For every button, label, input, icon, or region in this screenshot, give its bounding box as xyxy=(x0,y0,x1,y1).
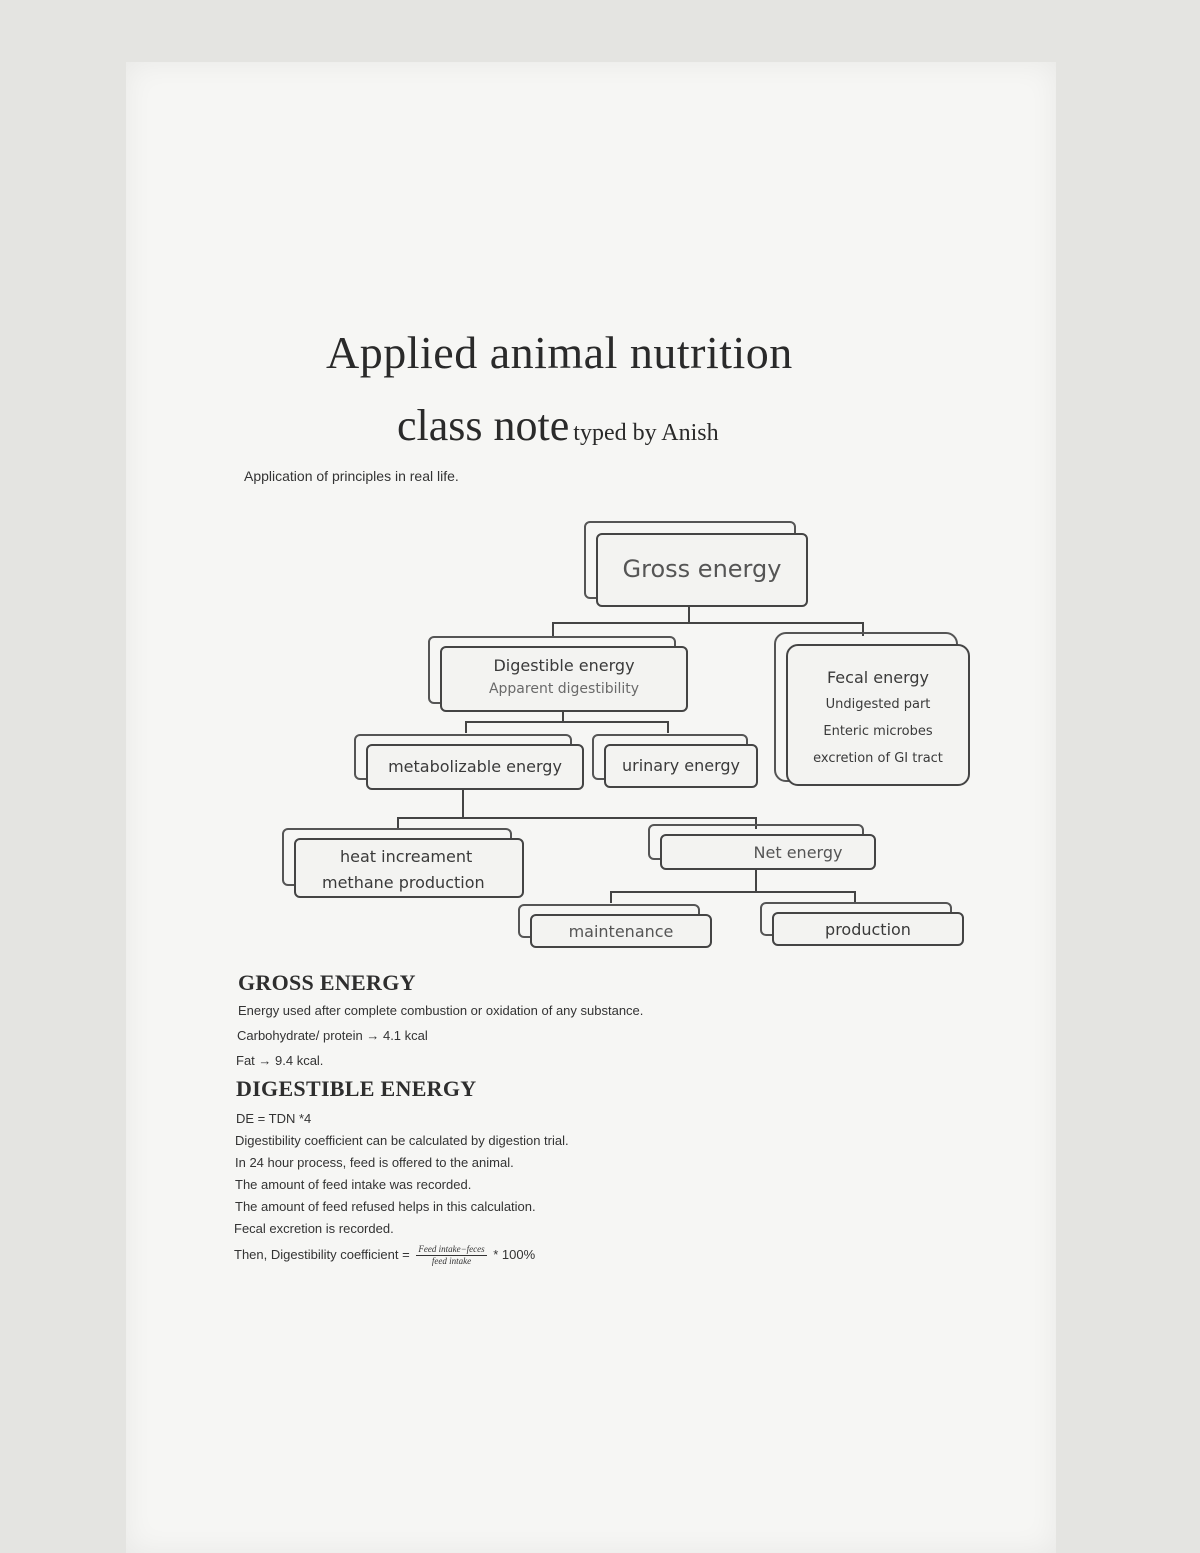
digestible-energy-line: The amount of feed intake was recorded. xyxy=(235,1177,472,1192)
gross-energy-line: Carbohydrate/ protein → 4.1 kcal xyxy=(237,1028,428,1043)
formula-numerator: Feed intake−feces xyxy=(418,1244,485,1254)
connector-line xyxy=(610,891,612,903)
formula-fraction xyxy=(416,1244,486,1267)
connector-line xyxy=(465,721,669,723)
gross-energy-box xyxy=(596,533,808,607)
formula-denominator: feed intake xyxy=(431,1256,472,1266)
net-energy-box xyxy=(660,834,876,870)
connector-line xyxy=(397,817,757,819)
gross-energy-line: Energy used after complete combustion or oxidation of any substance. xyxy=(238,1003,644,1018)
net-energy-label: Net energy xyxy=(753,843,843,862)
digestible-energy-heading: DIGESTIBLE ENERGY xyxy=(236,1076,477,1101)
connector-line xyxy=(755,870,757,892)
digestible-energy-label: Digestible energy xyxy=(493,656,635,675)
apparent-digestibility-label: Apparent digestibility xyxy=(488,681,640,697)
production-box xyxy=(772,912,964,946)
formula-suffix: * 100% xyxy=(493,1246,536,1262)
page-title: Applied animal nutrition xyxy=(326,327,793,378)
connector-line xyxy=(688,605,690,623)
digestible-energy-line: DE = TDN *4 xyxy=(236,1111,312,1126)
undigested-part-label: Undigested part xyxy=(825,697,931,712)
page-subtitle xyxy=(397,400,719,451)
metabolizable-energy-label: metabolizable energy xyxy=(388,757,562,776)
methane-production-label: methane production xyxy=(322,873,485,892)
enteric-microbes-label: Enteric microbes xyxy=(823,724,933,739)
formula-prefix: Then, Digestibility coefficient = xyxy=(234,1246,410,1262)
gross-energy-heading: GROSS ENERGY xyxy=(238,970,416,995)
connector-line xyxy=(462,790,464,818)
maintenance-label: maintenance xyxy=(568,922,674,941)
fecal-energy-label: Fecal energy xyxy=(826,668,930,687)
production-label: production xyxy=(825,920,911,939)
intro-text: Application of principles in real life. xyxy=(244,468,459,484)
digestible-energy-line: In 24 hour process, feed is offered to the animal. xyxy=(235,1155,514,1170)
connector-line xyxy=(610,891,856,893)
heat-increment-label: heat increament xyxy=(340,847,473,866)
digestible-energy-line: The amount of feed refused helps in this calculation. xyxy=(235,1199,536,1214)
maintenance-box xyxy=(530,914,712,948)
metabolizable-energy-box xyxy=(366,744,584,790)
digestibility-formula xyxy=(234,1244,535,1267)
connector-line xyxy=(552,622,864,624)
digestible-energy-line: Digestibility coefficient can be calculated by digestion trial. xyxy=(235,1133,569,1148)
gross-energy-label: Gross energy xyxy=(622,555,782,583)
fecal-energy-box xyxy=(786,644,970,786)
gross-energy-line: Fat → 9.4 kcal. xyxy=(236,1053,324,1068)
subtitle-main: class note xyxy=(397,401,570,450)
connector-line xyxy=(667,721,669,733)
connector-line xyxy=(465,721,467,733)
urinary-energy-label: urinary energy xyxy=(622,756,740,775)
digestible-energy-box xyxy=(440,646,688,712)
subtitle-byline: typed by Anish xyxy=(573,420,719,446)
document-page xyxy=(126,62,1056,1553)
heat-increment-box xyxy=(294,838,524,898)
gi-tract-excretion-label: excretion of GI tract xyxy=(813,751,943,766)
urinary-energy-box xyxy=(604,744,758,788)
digestible-energy-line: Fecal excretion is recorded. xyxy=(234,1221,394,1236)
